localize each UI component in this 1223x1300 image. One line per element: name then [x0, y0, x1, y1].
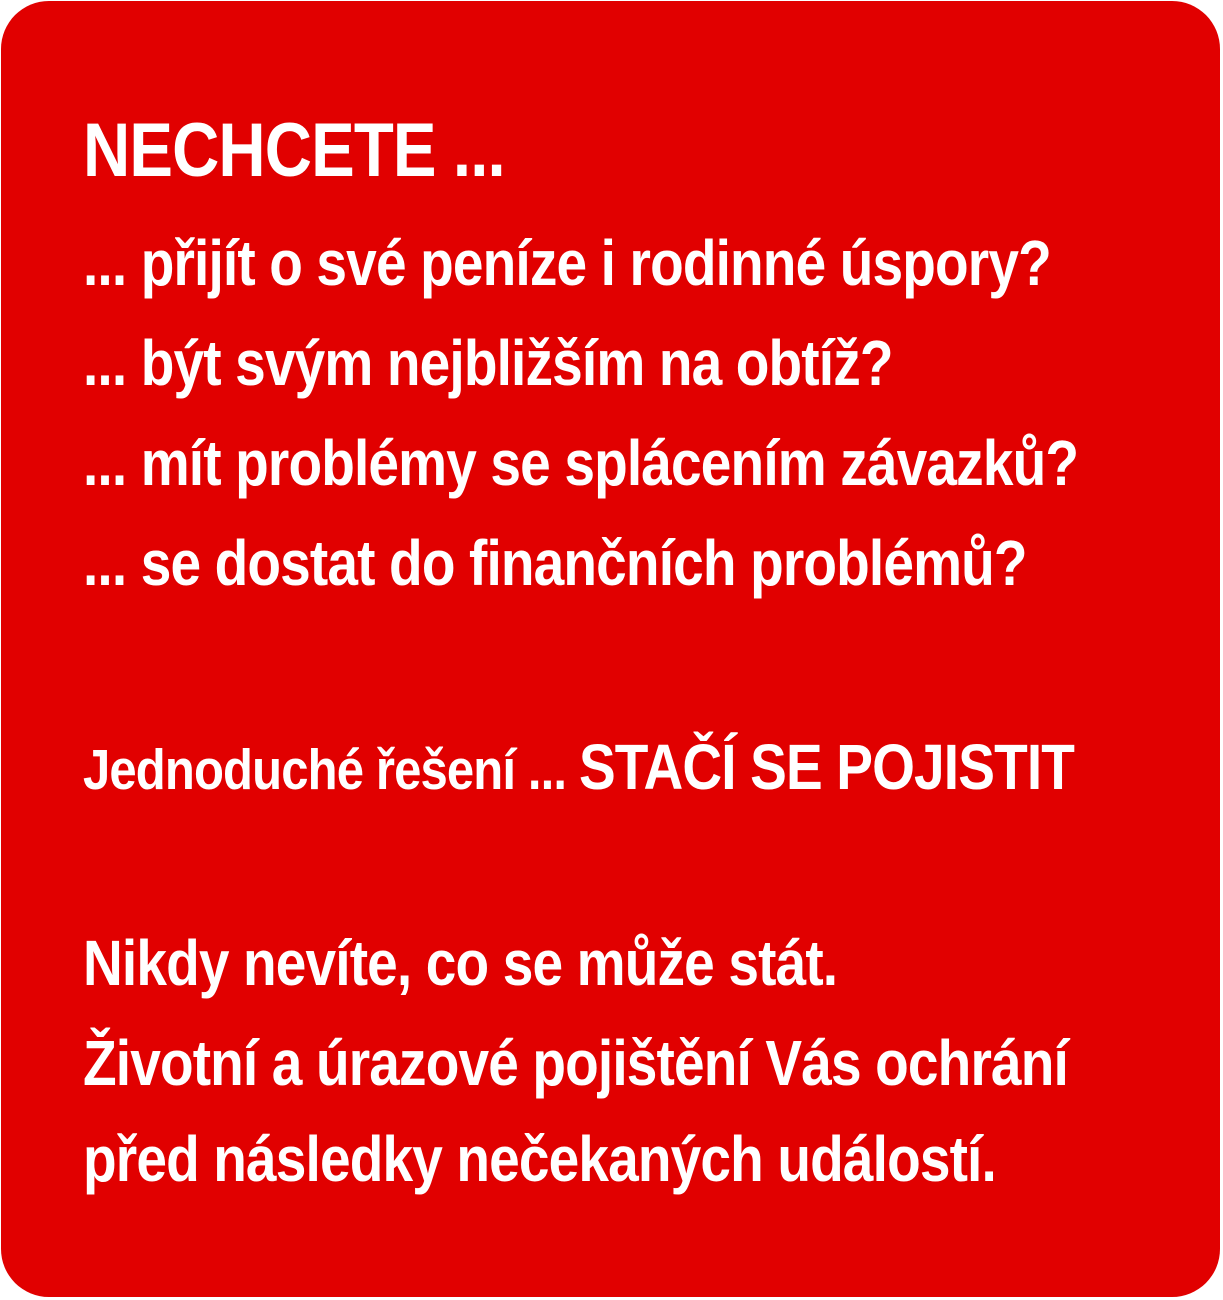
solution-line: [83, 731, 1075, 803]
closing-line-1: Nikdy nevíte, co se může stát.: [83, 927, 838, 999]
ad-card: [1, 1, 1220, 1297]
closing-line-2: Životní a úrazové pojištění Vás ochrání: [83, 1027, 1068, 1099]
question-3: ... mít problémy se splácením závazků?: [83, 427, 1079, 499]
question-1: ... přijít o své peníze i rodinné úspory?: [83, 227, 1051, 299]
solution-emphasis: STAČÍ SE POJISTIT: [578, 731, 1075, 803]
question-4: ... se dostat do finančních problémů?: [83, 527, 1027, 599]
solution-lead: Jednoduché řešení ...: [83, 738, 579, 802]
question-2: ... být svým nejbližším na obtíž?: [83, 327, 893, 399]
closing-line-3: před následky nečekaných událostí.: [83, 1123, 996, 1195]
heading: NECHCETE ...: [83, 108, 505, 193]
